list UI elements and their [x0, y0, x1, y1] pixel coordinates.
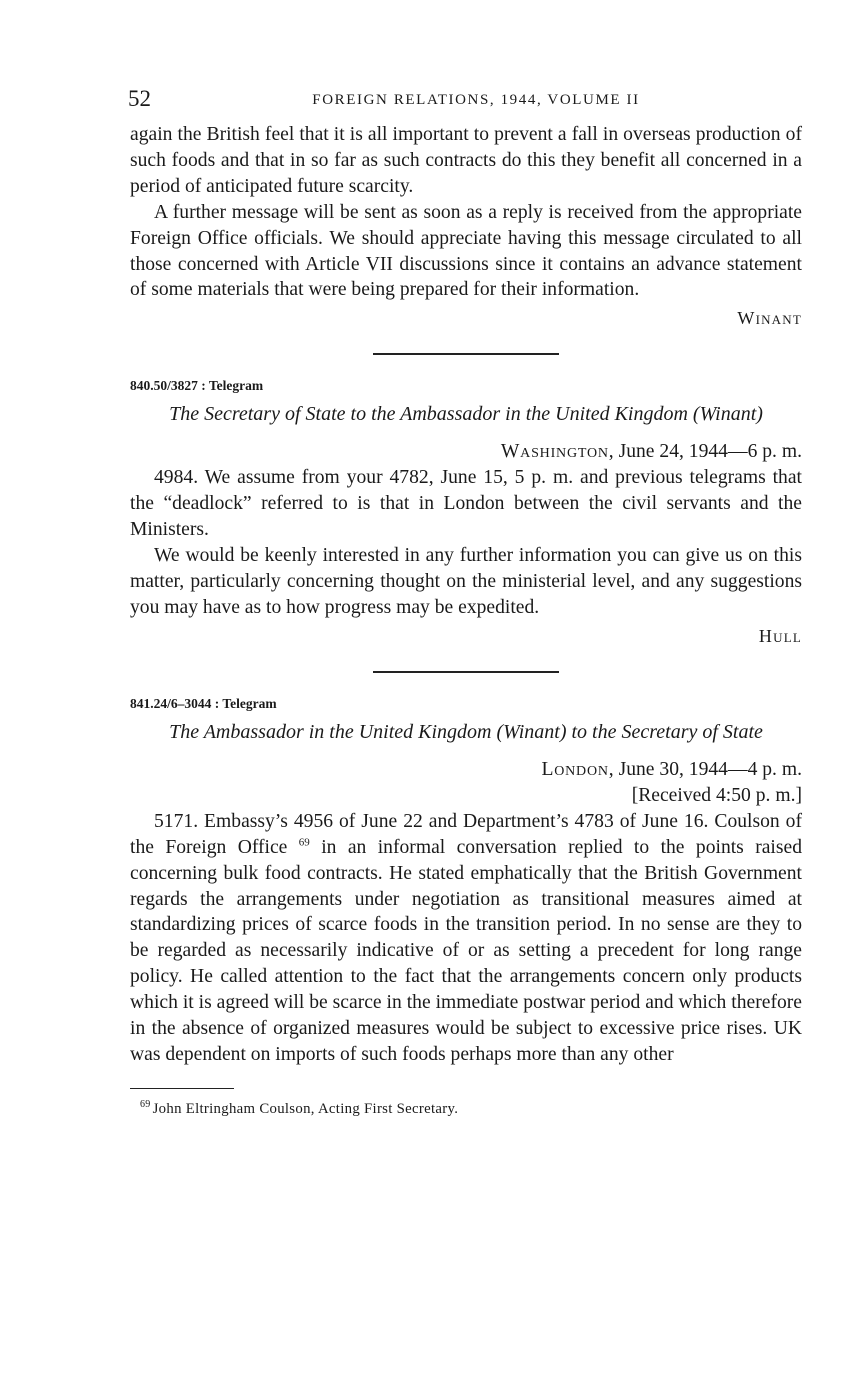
document-title: The Secretary of State to the Ambassador in the United Kingdom (Winant) — [169, 403, 763, 426]
document-title: The Ambassador in the United Kingdom (Winant) to the Secretary of State — [169, 720, 763, 743]
running-head: FOREIGN RELATIONS, 1944, VOLUME II — [312, 92, 640, 108]
footnote-text: John Eltringham Coulson, Acting First Secretary. — [152, 1101, 459, 1118]
dateline-date: , June 24, 1944—6 p. m. — [608, 441, 802, 463]
file-reference: 841.24/6–3044 : Telegram — [130, 695, 277, 711]
footnote — [130, 1099, 802, 1119]
footnote-divider — [130, 1088, 234, 1090]
dateline — [130, 757, 802, 783]
dateline-place: London — [541, 758, 609, 780]
section-divider — [373, 671, 559, 673]
document-page — [130, 80, 802, 1119]
file-reference: 840.50/3827 : Telegram — [130, 378, 264, 394]
continued-paragraph: again the British feel that it is all important to prevent a fall in overseas production of such foods and that in so far as such contracts do this they benefit all concerned in a period of anticipated future scarcity. — [130, 124, 802, 197]
received-line: [Received 4:50 p. m.] — [631, 784, 802, 806]
paragraph: We would be keenly interested in any further information you can give us on this matter, particularly concerning thought on the ministerial level, and any suggestions you may have as to how progress may be expedited. — [130, 545, 802, 618]
paragraph: 4984. We assume from your 4782, June 15, 5 p. m. and previous telegrams that the “deadlock” referred to is that in London between the civil servants and the Ministers. — [130, 467, 802, 541]
dateline-date: , June 30, 1944—4 p. m. — [608, 758, 802, 780]
paragraph — [130, 809, 802, 1068]
signature: Winant — [737, 308, 802, 329]
dateline — [130, 439, 802, 465]
footnote-mark: 69 — [140, 1099, 151, 1111]
signature: Hull — [758, 625, 802, 646]
page-header — [130, 80, 802, 122]
section-divider — [373, 353, 559, 355]
paragraph-text: in an informal conversation replied to the points raised concerning bulk food contracts. He stated emphatically that the British Government regards the arrangements under negotiation as transitional measures aimed at standardizing prices of scarce foods in the transition period. In no sense are they to be regarded as necessarily indicative of or as setting a precedent for long range policy. He called attention to the fact that the arrangements concern only products which it is agreed will be scarce in the immediate postwar period and which therefore in the absence of organized measures would be subject to excessive price rises. UK was dependent on imports of such foods perhaps more than any other — [130, 836, 802, 1065]
footnote-reference: 69 — [298, 836, 310, 849]
paragraph-text: 5171. Embassy’s 4956 of June 22 and Department’s 4783 of June 16. Coulson of the Foreign Office — [130, 810, 802, 858]
paragraph: A further message will be sent as soon as a reply is received from the appropriate Foreign Office officials. We should appreciate having this message circulated to all those concerned with Article VII discussions since it contains an advance statement of some materials that were being prepared for their information. — [130, 201, 802, 301]
dateline-place: Washington — [500, 441, 609, 463]
page-number: 52 — [128, 86, 151, 111]
